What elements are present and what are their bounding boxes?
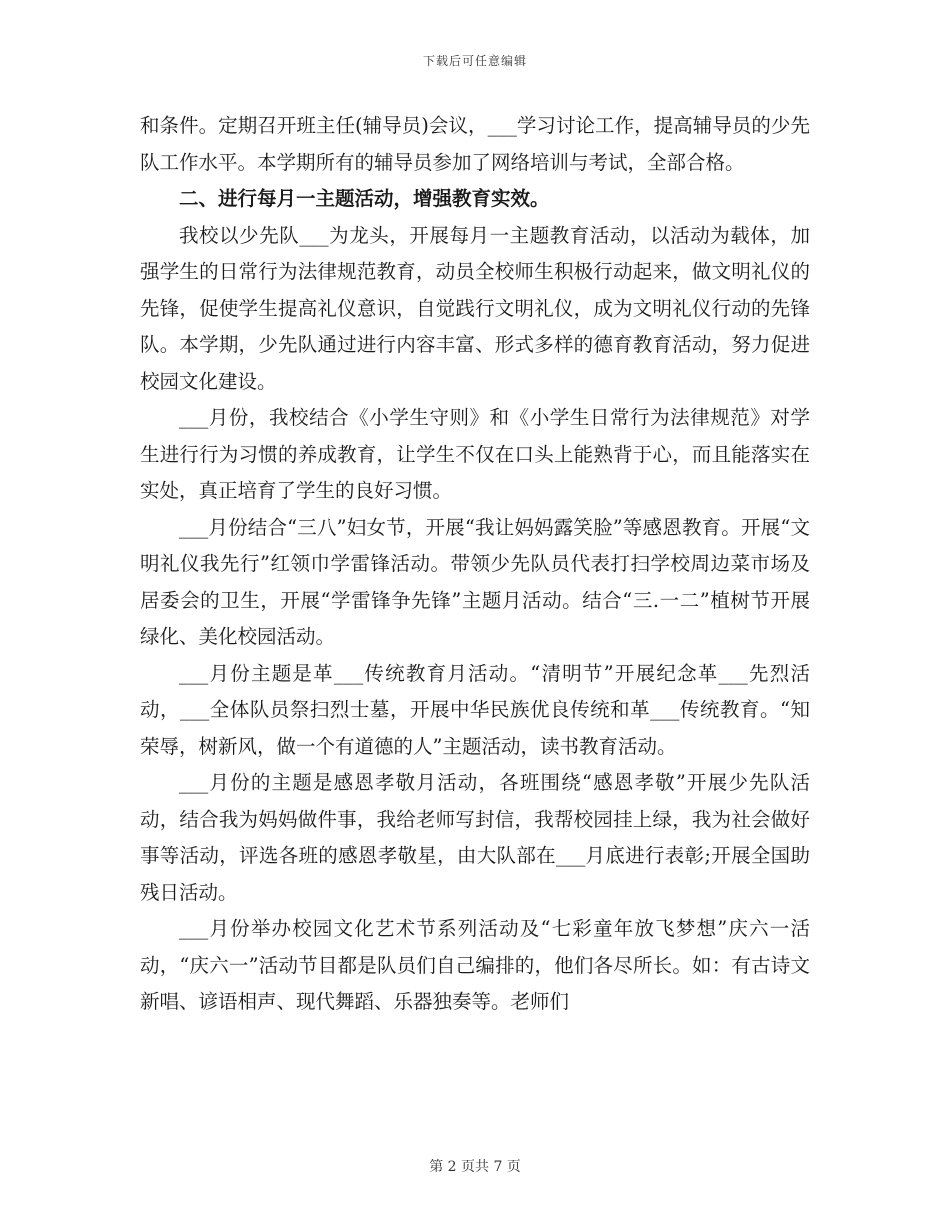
paragraph: 我校以少先队___为龙头，开展每月一主题教育活动，以活动为载体，加强学生的日常行为法律规范教育，动员全校师生积极行动起来，做文明礼仪的先锋，促使学生提高礼仪意识，自觉践行文明礼仪，成为文明礼仪行动的先锋队。本学期，少先队通过进行内容丰富、形式多样的德育教育活动，努力促进校园文化建设。 <box>140 223 810 393</box>
paragraph: ___月份结合“三八”妇女节，开展“我让妈妈露笑脸”等感恩教育。开展“文明礼仪我先行”红领巾学雷锋活动。带领少先队员代表打扫学校周边菜市场及居委会的卫生，开展“学雷锋争先锋”主题月活动。结合“三.一二”植树节开展绿化、美化校园活动。 <box>140 515 810 648</box>
document-body <box>140 108 810 1021</box>
paragraph-continued: 和条件。定期召开班主任(辅导员)会议，___学习讨论工作，提高辅导员的少先队工作水平。本学期所有的辅导员参加了网络培训与考试，全部合格。 <box>140 114 810 174</box>
paragraph: ___月份，我校结合《小学生守则》和《小学生日常行为法律规范》对学生进行行为习惯的养成教育，让学生不仅在口头上能熟背于心，而且能落实在实处，真正培育了学生的良好习惯。 <box>140 406 810 502</box>
paragraph: ___月份主题是革___传统教育月活动。“清明节”开展纪念革___先烈活动，___全体队员祭扫烈士墓，开展中华民族优良传统和革___传统教育。“知荣辱，树新风，做一个有道德的人”主题活动，读书教育活动。 <box>140 661 810 758</box>
paragraph: ___月份的主题是感恩孝敬月活动，各班围绕“感恩孝敬”开展少先队活动，结合我为妈妈做件事，我给老师写封信，我帮校园挂上绿，我为社会做好事等活动，评选各班的感恩孝敬星，由大队部在___月底进行表彰;开展全国助残日活动。 <box>140 771 810 904</box>
paragraph: ___月份举办校园文化艺术节系列活动及“七彩童年放飞梦想”庆六一活动，“庆六一”活动节目都是队员们自己编排的，他们各尽所长。如：有古诗文新唱、谚语相声、现代舞蹈、乐器独奏等。老师们 <box>140 917 810 1013</box>
page-header: 下载后可任意编辑 <box>422 54 527 68</box>
page-number: 第 2 页共 7 页 <box>429 1159 521 1175</box>
section-heading: 二、进行每月一主题活动，增强教育实效。 <box>179 187 550 210</box>
